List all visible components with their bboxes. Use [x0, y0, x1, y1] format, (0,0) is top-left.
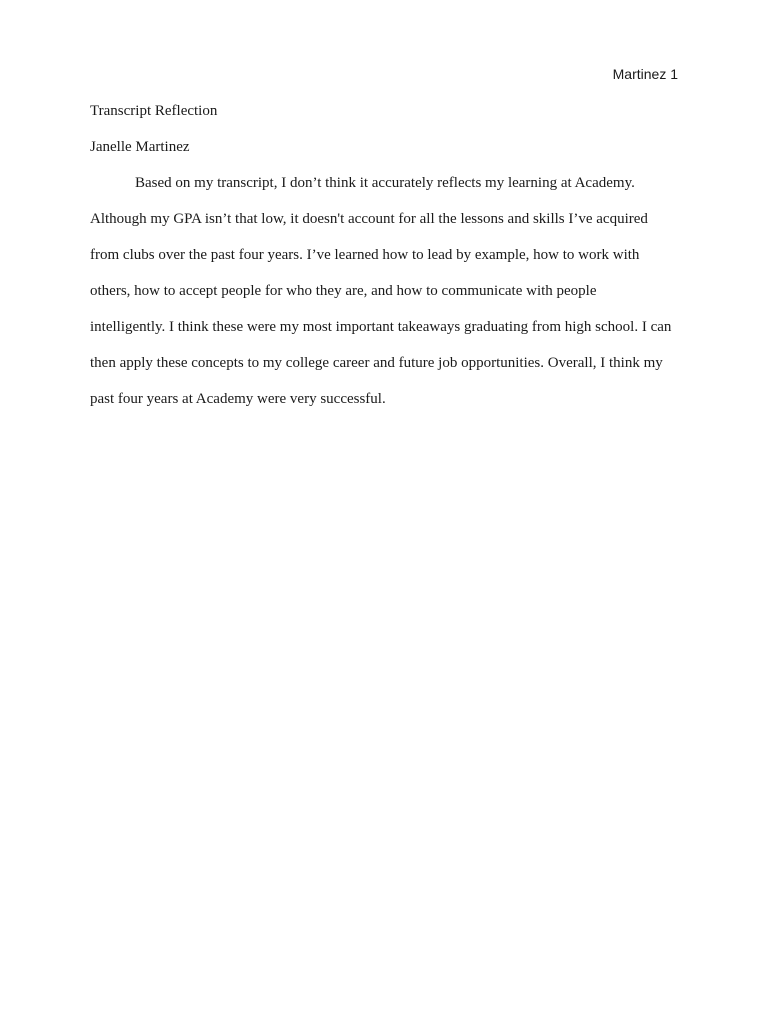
- paragraph-line: Based on my transcript, I don’t think it accurately reflects my learning at Academy.: [135, 175, 635, 191]
- reflection-paragraph: [90, 165, 680, 417]
- paragraph-line: others, how to accept people for who they are, and how to communicate with people: [90, 283, 597, 299]
- page-header-name-page-number: Martinez 1: [612, 66, 678, 82]
- paragraph-line: intelligently. I think these were my most important takeaways graduating from high school. I can: [90, 319, 672, 335]
- paragraph-line: Although my GPA isn’t that low, it doesn't account for all the lessons and skills I’ve acquired: [90, 211, 648, 227]
- paragraph-line: from clubs over the past four years. I’ve learned how to lead by example, how to work with: [90, 247, 640, 263]
- paragraph-line: past four years at Academy were very successful.: [90, 391, 386, 407]
- author-name: Janelle Martinez: [90, 139, 190, 155]
- document-body: [90, 93, 680, 417]
- paragraph-line: then apply these concepts to my college career and future job opportunities. Overall, I think my: [90, 355, 663, 371]
- document-title: Transcript Reflection: [90, 103, 218, 119]
